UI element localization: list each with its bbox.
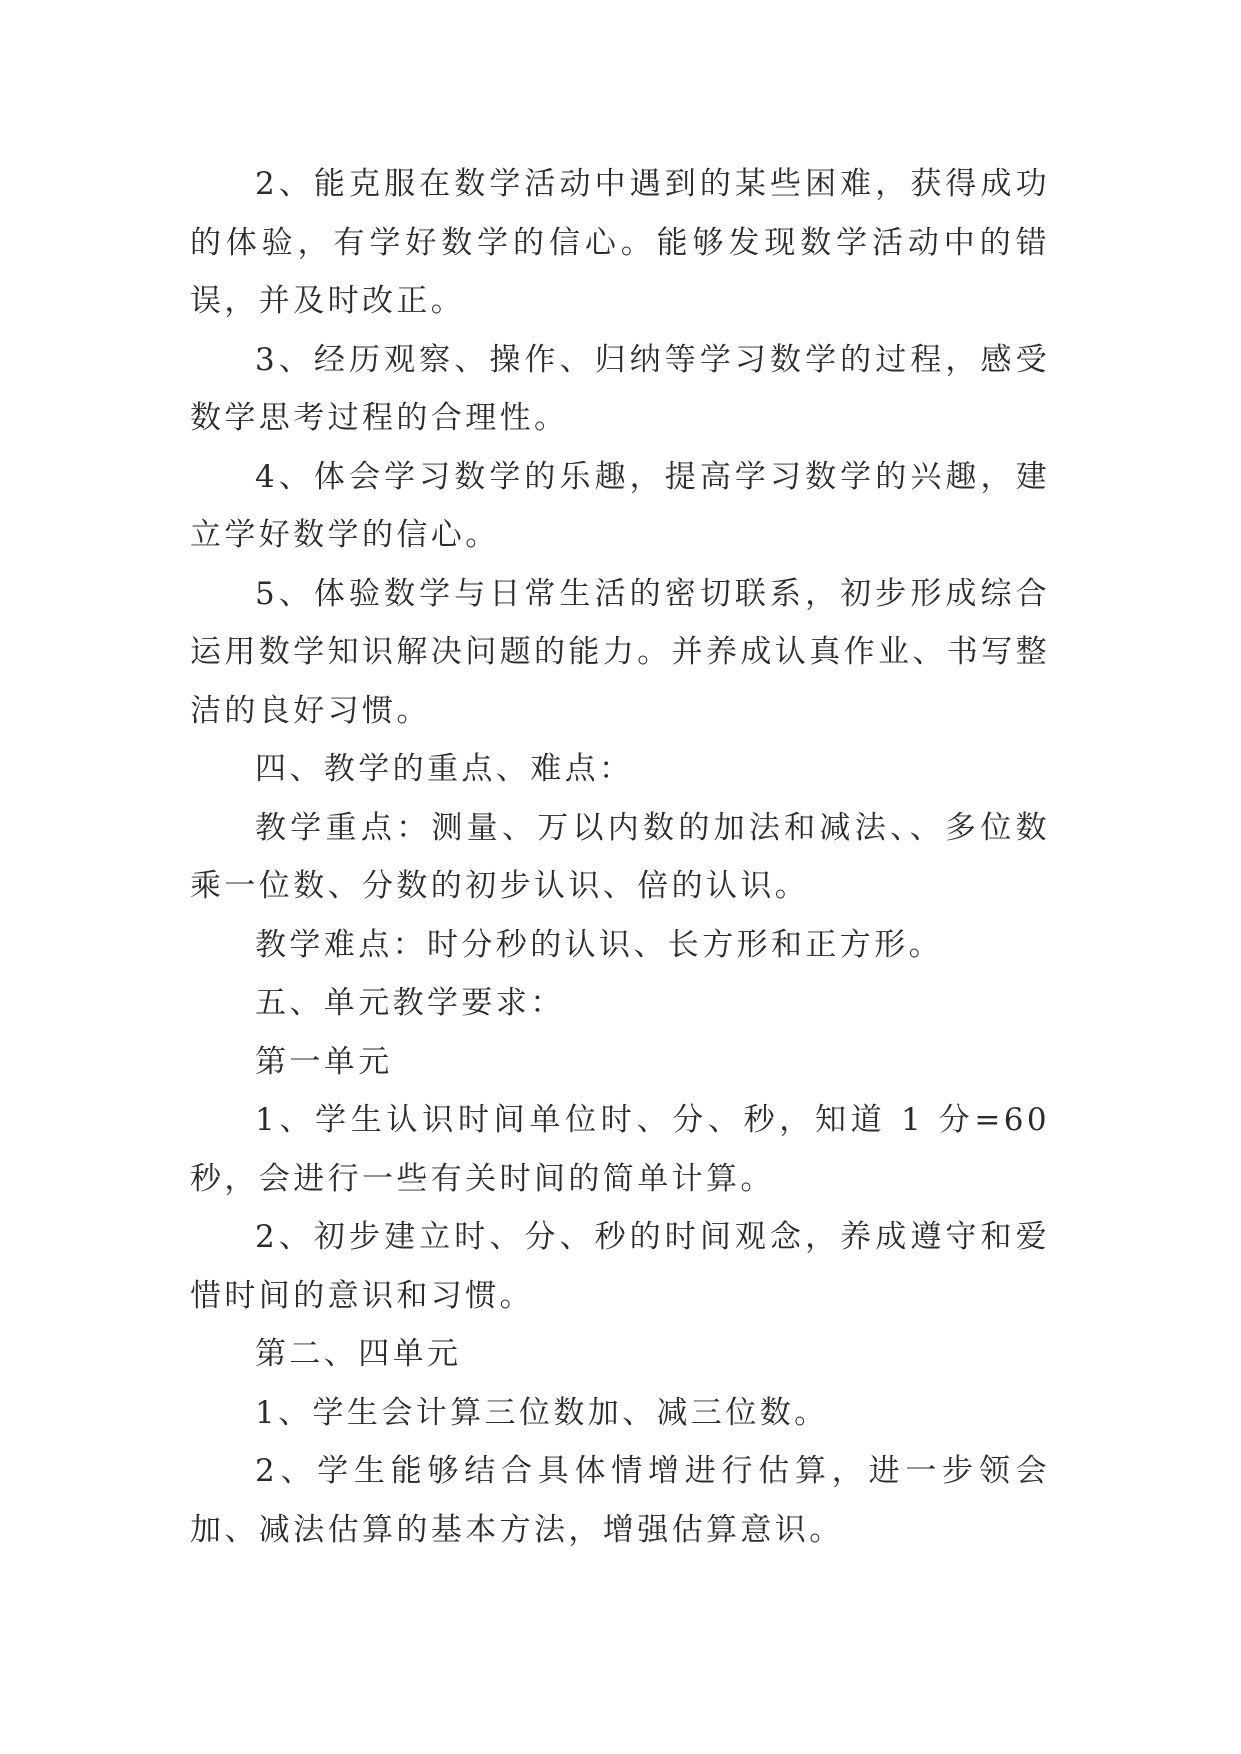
paragraph-difficult-points: 教学难点：时分秒的认识、长方形和正方形。 [255, 926, 943, 963]
paragraph-goal-3: 3、经历观察、操作、归纳等学习数学的过程，感受数学思考过程的合理性。 [190, 341, 1050, 436]
paragraph-unit2-4-item-2: 2、学生能够结合具体情增进行估算，进一步领会加、减法估算的基本方法，增强估算意识。 [190, 1453, 1050, 1548]
paragraph-unit1-item-2: 2、初步建立时、分、秒的时间观念，养成遵守和爱惜时间的意识和习惯。 [190, 1219, 1050, 1314]
paragraph-goal-5: 5、体验数学与日常生活的密切联系，初步形成综合运用数学知识解决问题的能力。并养成认真作业、书写整洁的良好习惯。 [190, 575, 1050, 729]
document-body [190, 155, 1050, 1559]
section-heading-unit-requirements: 五、单元教学要求： [255, 985, 565, 1021]
paragraph-unit1-item-1: 1、学生认识时间单位时、分、秒，知道 1 分=60 秒，会进行一些有关时间的简单计算。 [190, 1102, 1050, 1197]
paragraph-unit2-4-item-1: 1、学生会计算三位数加、减三位数。 [255, 1394, 829, 1431]
paragraph-key-points: 教学重点：测量、万以内数的加法和减法、、多位数乘一位数、分数的初步认识、倍的认识。 [190, 809, 1050, 904]
paragraph-goal-2: 2、能克服在数学活动中遇到的某些困难，获得成功的体验，有学好数学的信心。能够发现数学活动中的错误，并及时改正。 [190, 166, 1050, 319]
section-heading-key-points: 四、教学的重点、难点： [255, 751, 634, 787]
unit-heading-2-4: 第二、四单元 [255, 1336, 462, 1372]
paragraph-goal-4: 4、体会学习数学的乐趣，提高学习数学的兴趣，建立学好数学的信心。 [190, 458, 1050, 553]
unit-heading-1: 第一单元 [255, 1043, 393, 1080]
